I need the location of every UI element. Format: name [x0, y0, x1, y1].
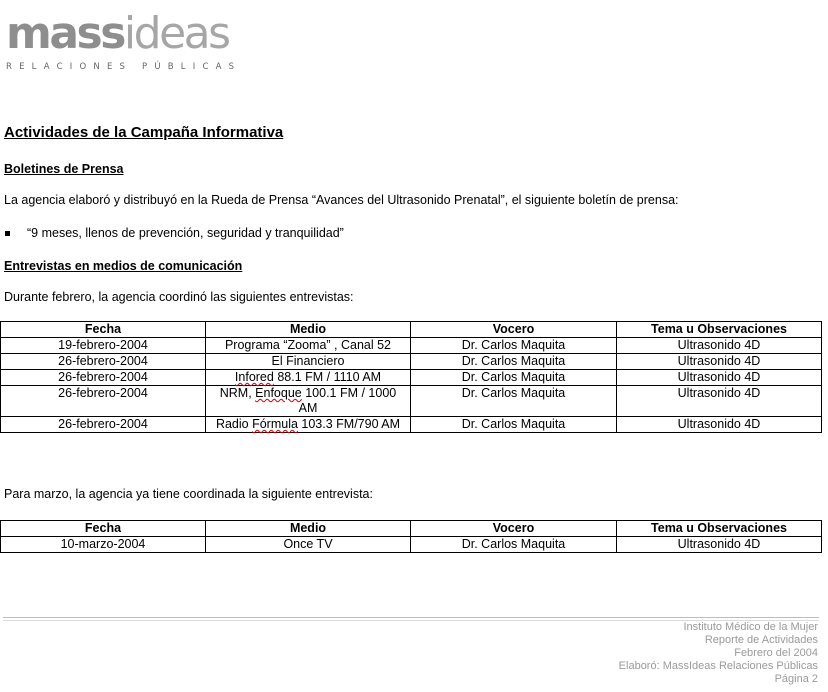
cell-tema: Ultrasonido 4D [617, 354, 822, 370]
cell-tema: Ultrasonido 4D [617, 370, 822, 386]
column-header-vocero: Vocero [411, 322, 617, 338]
interviews-table-febrero [0, 321, 822, 433]
interviews-table-marzo [0, 520, 822, 553]
cell-medio-rest: 103.3 FM/790 AM [297, 417, 401, 431]
section-title-entrevistas: Entrevistas en medios de comunicación [4, 259, 243, 273]
footer-period: Febrero del 2004 [734, 647, 818, 659]
column-header-vocero: Vocero [411, 521, 617, 537]
cell-fecha: 19-febrero-2004 [1, 338, 206, 354]
column-header-medio: Medio [206, 521, 411, 537]
table-header-row [1, 521, 822, 537]
footer-divider [3, 617, 819, 618]
cell-vocero: Dr. Carlos Maquita [411, 386, 617, 417]
cell-medio [206, 386, 411, 417]
section-intro-boletines: La agencia elaboró y distribuyó en la Rueda de Prensa “Avances del Ultrasonido Prenatal”, el siguiente boletín de prensa: [4, 193, 679, 207]
cell-medio-rest: 88.1 FM / 1110 AM [273, 370, 382, 384]
table-row [1, 370, 822, 386]
column-header-fecha: Fecha [1, 521, 206, 537]
cell-medio [206, 417, 411, 433]
cell-tema: Ultrasonido 4D [617, 537, 822, 553]
cell-tema: Ultrasonido 4D [617, 338, 822, 354]
logo-tagline: RELACIONES PÚBLICAS [6, 62, 242, 72]
column-header-tema: Tema u Observaciones [617, 322, 822, 338]
bulletin-item: “9 meses, llenos de prevención, seguridad y tranquilidad” [27, 226, 344, 240]
cell-medio-spellcheck-word: Infored [234, 370, 274, 384]
cell-tema: Ultrasonido 4D [617, 417, 822, 433]
cell-vocero: Dr. Carlos Maquita [411, 338, 617, 354]
logo-word-light: ideas [123, 8, 229, 59]
cell-tema: Ultrasonido 4D [617, 386, 822, 417]
cell-medio: Once TV [206, 537, 411, 553]
page-title: Actividades de la Campaña Informativa [4, 124, 284, 141]
table-row [1, 537, 822, 553]
cell-vocero: Dr. Carlos Maquita [411, 417, 617, 433]
table-row [1, 417, 822, 433]
logo-word-bold: mass [6, 8, 124, 59]
cell-medio-rest: 100.1 FM / 1000 AM [298, 386, 397, 415]
section-intro-marzo: Para marzo, la agencia ya tiene coordinada la siguiente entrevista: [4, 487, 373, 501]
column-header-fecha: Fecha [1, 322, 206, 338]
cell-fecha: 26-febrero-2004 [1, 417, 206, 433]
footer-report-type: Reporte de Actividades [704, 634, 818, 646]
cell-vocero: Dr. Carlos Maquita [411, 354, 617, 370]
section-title-boletines: Boletines de Prensa [4, 162, 124, 176]
cell-fecha: 26-febrero-2004 [1, 386, 206, 417]
column-header-tema: Tema u Observaciones [617, 521, 822, 537]
cell-fecha: 26-febrero-2004 [1, 354, 206, 370]
bullet-marker [5, 231, 10, 236]
table-row [1, 386, 822, 417]
cell-medio-prefix: Radio [215, 417, 253, 431]
cell-vocero: Dr. Carlos Maquita [411, 537, 617, 553]
section-intro-febrero: Durante febrero, la agencia coordinó las siguientes entrevistas: [4, 290, 354, 304]
logo-wordmark [6, 8, 229, 59]
cell-fecha: 26-febrero-2004 [1, 370, 206, 386]
cell-medio-spellcheck-word: Fórmula [252, 417, 298, 431]
page-footer [619, 621, 818, 686]
cell-vocero: Dr. Carlos Maquita [411, 370, 617, 386]
table-row [1, 338, 822, 354]
cell-medio-spellcheck-word: Enfoque [255, 386, 302, 400]
cell-medio: El Financiero [206, 354, 411, 370]
company-logo [6, 8, 242, 74]
footer-client: Instituto Médico de la Mujer [683, 621, 818, 633]
cell-medio [206, 370, 411, 386]
footer-page-number: Página 2 [774, 673, 818, 685]
table-row [1, 354, 822, 370]
cell-medio-prefix: NRM, [219, 386, 256, 400]
column-header-medio: Medio [206, 322, 411, 338]
table-header-row [1, 322, 822, 338]
cell-medio: Programa “Zooma” , Canal 52 [206, 338, 411, 354]
cell-fecha: 10-marzo-2004 [1, 537, 206, 553]
footer-author: Elaboró: MassIdeas Relaciones Públicas [618, 660, 818, 672]
